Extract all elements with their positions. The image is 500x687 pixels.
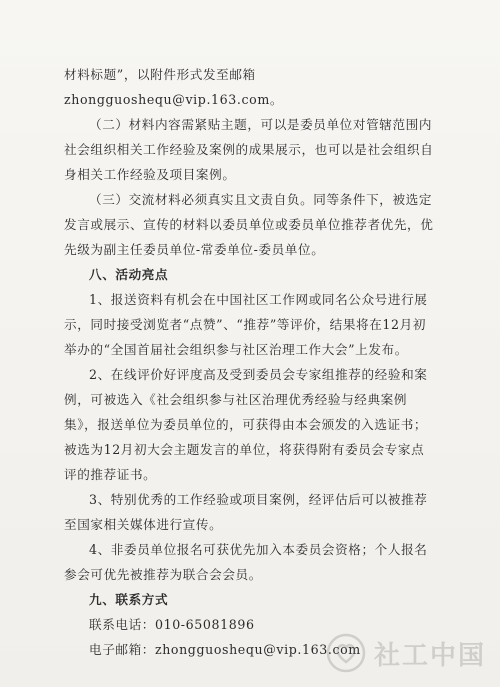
contact-email: 电子邮箱：zhongguoshequ@vip.163.com <box>89 642 361 657</box>
highlight-item-3: 3、特别优秀的工作经验或项目案例，经评估后可以被推荐至国家相关媒体进行宣传。 <box>64 492 428 532</box>
document-body <box>64 62 436 662</box>
heart-hands-logo-icon <box>326 633 366 673</box>
paragraph-material-authenticity: （三）交流材料必须真实且文责自负。同等条件下，被选定发言或展示、宣传的材料以委员单位或委员单位推荐者优先，优先级为副主任委员单位-常委单位-委员单位。 <box>64 192 434 257</box>
contact-phone: 联系电话：010-65081896 <box>89 617 255 632</box>
paragraph-material-content: （二）材料内容需紧贴主题，可以是委员单位对管辖范围内社会组织相关工作经验及案例的成果展示，也可以是社会组织自身相关工作经验及项目案例。 <box>64 117 434 182</box>
section-heading-contact: 九、联系方式 <box>89 592 169 607</box>
watermark <box>326 633 486 673</box>
highlight-item-2: 2、在线评价好评度高及受到委员会专家组推荐的经验和案例，可被选入《社会组织参与社区治理优秀经验与经典案例集》，报送单位为委员单位的，可获得由本会颁发的入选证书；被选为12月初大会主题发言的单位，将获得附有委员会专家点评的推荐证书。 <box>64 367 428 482</box>
highlight-item-1: 1、报送资料有机会在中国社区工作网或同名公众号进行展示，同时接受浏览者“点赞”、“推荐”等评价，结果将在12月初举办的“全国首届社会组织参与社区治理工作大会”上发布。 <box>64 292 428 357</box>
watermark-text: 社工中国 <box>373 640 486 671</box>
paragraph-email-continuation: 材料标题”，以附件形式发至邮箱 zhongguoshequ@vip.163.com。 <box>64 67 284 107</box>
highlight-item-4: 4、非委员单位报名可获优先加入本委员会资格；个人报名参会可优先被推荐为联合会会员。 <box>64 542 428 582</box>
section-heading-highlights: 八、活动亮点 <box>89 267 169 282</box>
